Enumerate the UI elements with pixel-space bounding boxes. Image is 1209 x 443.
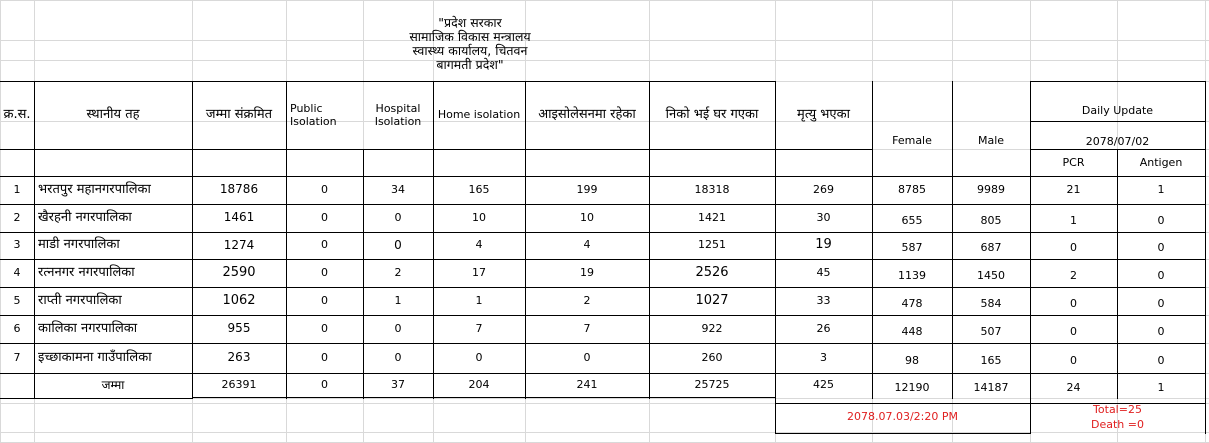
table-border — [1030, 81, 1206, 82]
header-public-line1: Public — [290, 102, 323, 116]
table-cell-female: 1139 — [898, 268, 926, 282]
table-border — [0, 149, 873, 150]
total-cell-female: 12190 — [894, 381, 930, 395]
table-cell-home: 1 — [475, 293, 483, 307]
table-cell-recovered: 922 — [701, 321, 723, 335]
total-cell-home: 204 — [468, 378, 490, 392]
table-cell-recovered: 260 — [701, 350, 723, 364]
table-cell-female: 655 — [901, 213, 923, 227]
table-cell-sn: 5 — [13, 293, 21, 307]
header-recovered: निको भई घर गएका — [665, 106, 759, 122]
table-cell-total: 18786 — [219, 182, 259, 197]
table-cell-name: इच्छाकामना गाउँपालिका — [38, 349, 152, 365]
header-deaths: मृत्यु भएका — [797, 106, 850, 122]
total-cell-male: 14187 — [973, 381, 1009, 395]
header-total-infected: जम्मा संक्रमित — [205, 106, 273, 122]
table-cell-female: 448 — [901, 324, 923, 338]
header-pcr: PCR — [1062, 155, 1085, 169]
title-line: स्वास्थ्य कार्यालय, चितवन — [412, 43, 528, 58]
table-cell-recovered: 18318 — [694, 182, 730, 196]
table-cell-deaths: 45 — [816, 265, 831, 279]
table-cell-home: 17 — [472, 265, 486, 279]
header-in-isolation: आइसोलेसनमा रहेका — [538, 106, 636, 122]
table-cell-recovered: 1027 — [695, 292, 729, 308]
header-hospital-line1: Hospital — [375, 102, 421, 116]
title-line: बागमती प्रदेश" — [436, 57, 504, 72]
gridline-h — [0, 0, 1209, 1]
header-home-isolation: Home isolation — [437, 107, 521, 121]
table-border — [1030, 121, 1206, 122]
header-male: Male — [977, 133, 1005, 147]
table-cell-antigen: 0 — [1157, 241, 1165, 255]
header-daily-update: Daily Update — [1081, 103, 1154, 117]
table-cell-antigen: 0 — [1157, 324, 1165, 338]
table-cell-pcr: 2 — [1070, 268, 1077, 282]
table-cell-home: 7 — [475, 321, 483, 335]
table-cell-deaths: 26 — [816, 321, 831, 335]
table-cell-total: 263 — [227, 350, 251, 365]
gridline-h — [0, 40, 1209, 41]
table-cell-pcr: 1 — [1070, 213, 1077, 227]
table-cell-male: 1450 — [977, 268, 1005, 282]
table-cell-male: 687 — [980, 241, 1002, 255]
table-border — [0, 398, 193, 399]
footer-total: Total=25 — [1093, 402, 1142, 416]
table-cell-public: 0 — [321, 321, 328, 335]
table-cell-hospital: 0 — [394, 321, 402, 335]
header-public-isolation — [286, 96, 363, 136]
table-cell-female: 8785 — [898, 182, 926, 196]
header-antigen: Antigen — [1139, 155, 1183, 169]
table-cell-recovered: 2526 — [695, 264, 729, 280]
table-cell-deaths: 30 — [816, 210, 831, 224]
table-cell-pcr: 21 — [1066, 182, 1081, 196]
table-cell-isolation: 199 — [576, 182, 598, 196]
gridline-h — [0, 60, 1209, 61]
total-cell-hospital: 37 — [391, 378, 405, 392]
table-cell-antigen: 0 — [1157, 296, 1165, 310]
table-cell-total: 2590 — [222, 264, 256, 280]
table-cell-pcr: 0 — [1070, 296, 1077, 310]
table-cell-pcr: 0 — [1070, 353, 1077, 367]
table-cell-name: माडी नगरपालिका — [38, 237, 120, 253]
table-cell-public: 0 — [321, 238, 328, 252]
document-title — [380, 16, 560, 72]
header-sn: क्र.स. — [3, 106, 31, 122]
total-cell-deaths: 425 — [813, 378, 834, 392]
table-cell-name: भरतपुर महानगरपालिका — [38, 181, 151, 197]
total-cell-recovered: 25725 — [694, 378, 730, 392]
table-cell-deaths: 269 — [813, 182, 834, 196]
table-cell-female: 98 — [905, 353, 919, 367]
footer-death: Death =0 — [1091, 417, 1144, 431]
table-cell-antigen: 0 — [1157, 268, 1165, 282]
table-cell-sn: 6 — [13, 321, 21, 335]
header-hospital-isolation — [363, 96, 433, 136]
table-cell-deaths: 3 — [820, 350, 827, 364]
table-cell-hospital: 34 — [391, 182, 405, 196]
footer-timestamp: 2078.07.03/2:20 PM — [846, 410, 958, 424]
header-local-level: स्थानीय तह — [86, 106, 140, 122]
total-cell-antigen: 1 — [1157, 381, 1165, 395]
table-cell-public: 0 — [321, 350, 328, 364]
table-cell-recovered: 1251 — [698, 238, 726, 252]
table-cell-male: 805 — [980, 213, 1002, 227]
table-cell-home: 10 — [472, 210, 486, 224]
table-cell-name: खैरहनी नगरपालिका — [38, 209, 132, 225]
table-cell-sn: 2 — [13, 210, 21, 224]
table-cell-isolation: 2 — [583, 293, 591, 307]
table-cell-public: 0 — [321, 293, 328, 307]
table-cell-sn: 7 — [13, 350, 21, 364]
table-cell-isolation: 10 — [580, 210, 594, 224]
table-cell-deaths: 19 — [815, 237, 832, 253]
table-border — [775, 433, 1031, 434]
table-cell-home: 4 — [475, 238, 483, 252]
table-cell-hospital: 0 — [394, 350, 402, 364]
total-cell-total: 26391 — [221, 378, 257, 392]
table-cell-total: 955 — [227, 321, 251, 336]
table-cell-name: राप्ती नगरपालिका — [38, 292, 122, 308]
table-cell-hospital: 1 — [394, 293, 402, 307]
table-cell-sn: 4 — [13, 265, 21, 279]
table-cell-antigen: 0 — [1157, 353, 1165, 367]
table-cell-public: 0 — [321, 210, 328, 224]
header-female: Female — [892, 133, 932, 147]
table-cell-female: 478 — [901, 296, 923, 310]
total-cell-label: जम्मा — [101, 377, 125, 392]
table-cell-isolation: 0 — [583, 350, 591, 364]
table-cell-pcr: 0 — [1070, 241, 1077, 255]
total-cell-isolation: 241 — [576, 378, 598, 392]
table-cell-public: 0 — [321, 182, 328, 196]
table-cell-isolation: 7 — [583, 321, 591, 335]
table-cell-hospital: 0 — [394, 237, 402, 252]
header-public-line2: Isolation — [290, 115, 337, 128]
total-cell-public: 0 — [321, 378, 328, 392]
table-cell-home: 0 — [475, 350, 483, 364]
table-cell-hospital: 2 — [394, 265, 402, 279]
table-cell-name: रत्ननगर नगरपालिका — [38, 264, 135, 280]
table-cell-total: 1461 — [223, 210, 255, 225]
table-cell-recovered: 1421 — [698, 210, 726, 224]
table-cell-male: 584 — [980, 296, 1002, 310]
table-cell-female: 587 — [901, 241, 923, 255]
table-border — [1205, 81, 1206, 434]
table-cell-male: 507 — [980, 324, 1002, 338]
table-cell-total: 1274 — [223, 237, 255, 252]
table-cell-antigen: 1 — [1157, 182, 1165, 196]
total-cell-pcr: 24 — [1066, 381, 1081, 395]
header-hospital-line2: Isolation — [374, 115, 422, 128]
table-cell-antigen: 0 — [1157, 213, 1165, 227]
table-cell-isolation: 19 — [580, 265, 594, 279]
table-cell-male: 165 — [980, 353, 1002, 367]
header-daily-date: 2078/07/02 — [1085, 134, 1150, 148]
title-line: "प्रदेश सरकार — [438, 15, 502, 30]
table-cell-hospital: 0 — [394, 210, 402, 224]
table-cell-male: 9989 — [977, 182, 1005, 196]
table-cell-public: 0 — [321, 265, 328, 279]
table-cell-total: 1062 — [222, 292, 256, 308]
table-cell-isolation: 4 — [583, 238, 591, 252]
table-cell-home: 165 — [468, 182, 490, 196]
table-cell-name: कालिका नगरपालिका — [38, 320, 138, 336]
title-line: सामाजिक विकास मन्त्रालय — [409, 29, 531, 44]
table-cell-pcr: 0 — [1070, 324, 1077, 338]
table-cell-deaths: 33 — [816, 293, 831, 307]
table-cell-sn: 3 — [13, 238, 21, 252]
table-cell-sn: 1 — [13, 182, 21, 196]
